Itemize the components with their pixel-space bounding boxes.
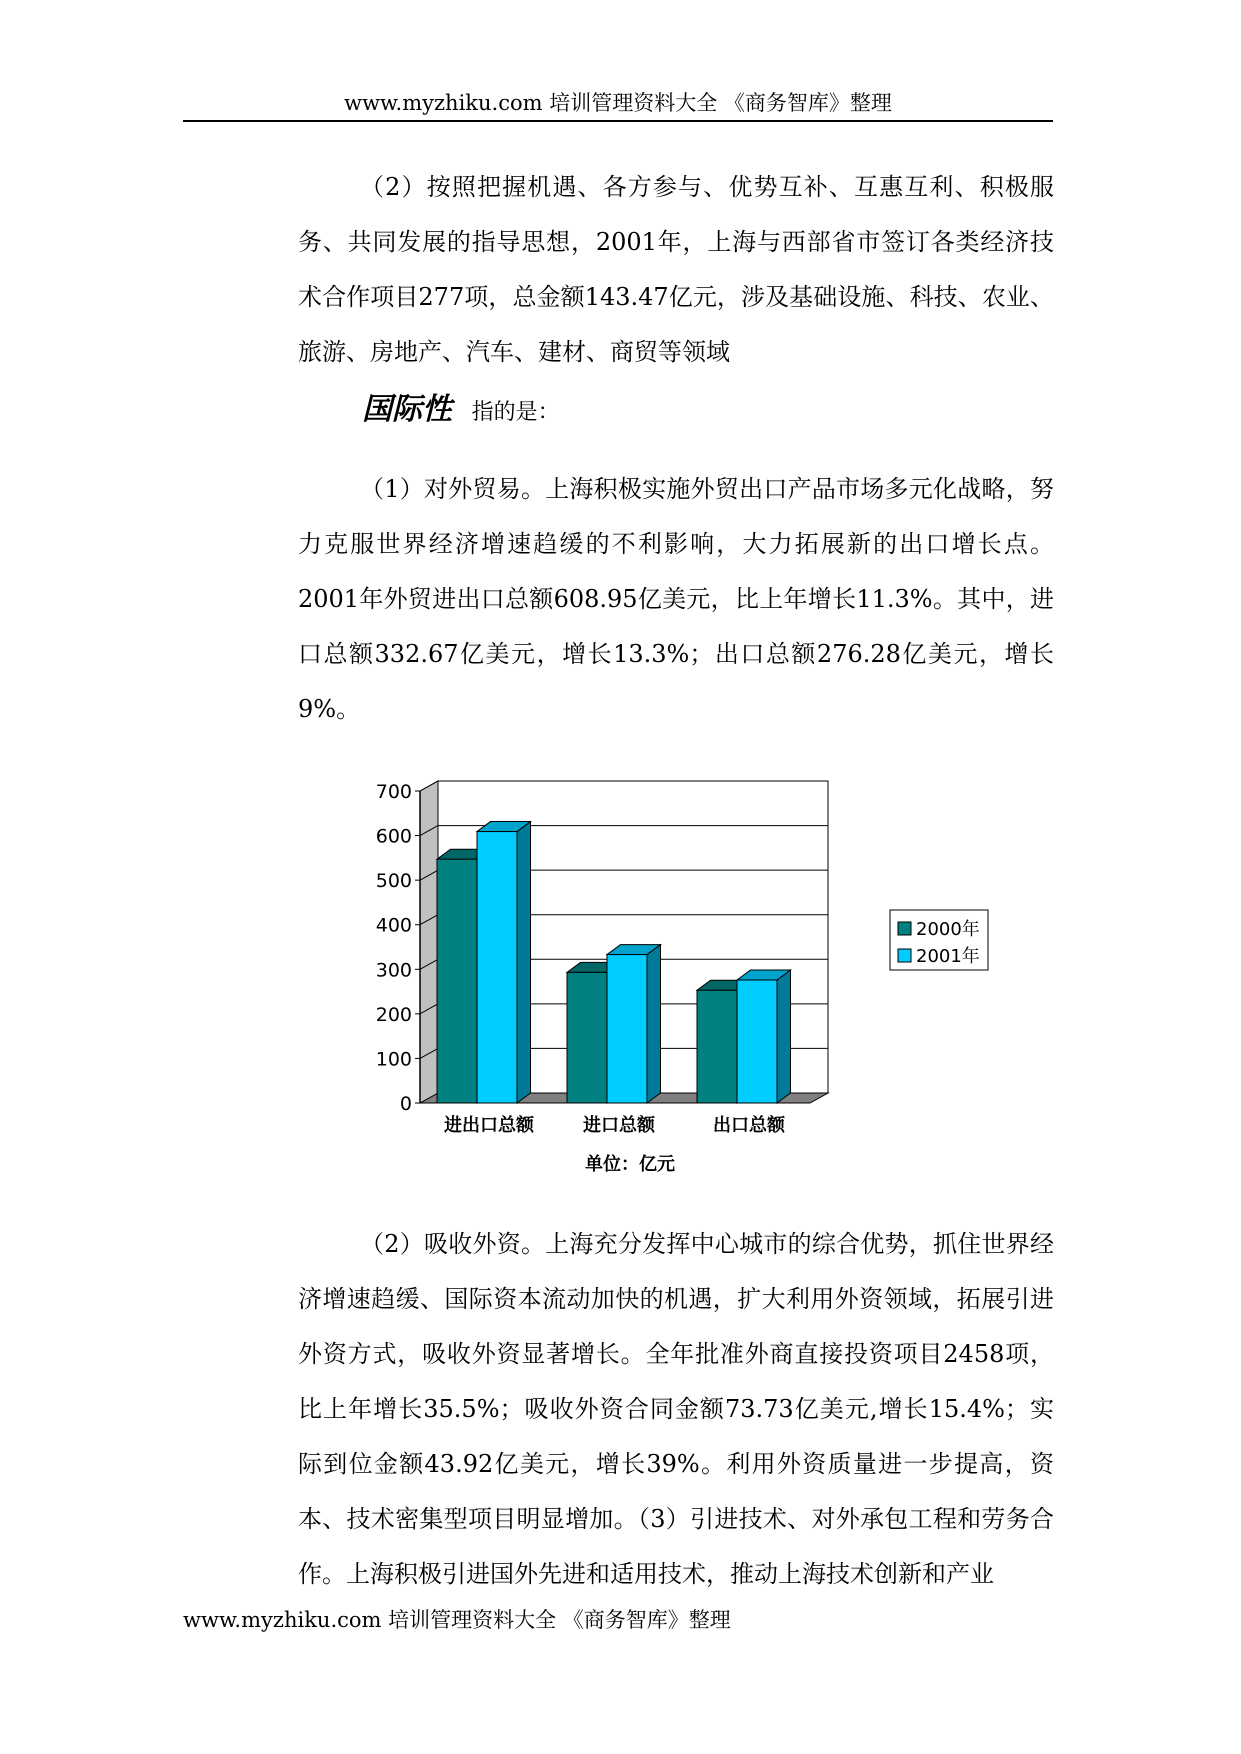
bar (737, 980, 777, 1103)
y-tick-label: 300 (375, 959, 412, 982)
page-footer: www.myzhiku.com 培训管理资料大全 《商务智库》整理 (183, 1608, 731, 1632)
bar (567, 972, 607, 1103)
legend-label: 2001年 (916, 946, 980, 967)
section-heading-title: 国际性 (362, 392, 452, 427)
trade-bar-chart (360, 760, 1020, 1140)
legend-label: 2000年 (916, 919, 980, 940)
paragraph-foreign-trade: （1）对外贸易。上海积极实施外贸出口产品市场多元化战略，努力克服世界经济增速趋缓的不利影响，大力拓展新的出口增长点。2001年外贸进出口总额608.95亿美元，比上年增长11.3%。其中，进口总额332.67亿美元，增长13.3%；出口总额276.28亿美元，增长9%。 (298, 475, 1054, 723)
x-tick-label: 出口总额 (713, 1115, 785, 1136)
y-tick-label: 100 (375, 1048, 412, 1071)
page-header: www.myzhiku.com 培训管理资料大全 《商务智库》整理 (344, 91, 892, 115)
y-tick-label: 200 (375, 1003, 412, 1026)
y-tick-label: 600 (375, 825, 412, 848)
bar-side (777, 970, 791, 1103)
chart-unit-note: 单位：亿元 (585, 1154, 675, 1175)
y-tick-label: 500 (375, 870, 412, 893)
x-tick-label: 进口总额 (583, 1115, 655, 1136)
y-tick-label: 400 (375, 914, 412, 937)
bar (437, 859, 477, 1103)
chart-side-wall (420, 781, 438, 1103)
bar-side (647, 945, 661, 1103)
section-heading-subtitle: 指的是： (471, 400, 560, 425)
paragraph-foreign-investment: （2）吸收外资。上海充分发挥中心城市的综合优势，抓住世界经济增速趋缓、国际资本流动加快的机遇，扩大利用外资领域，拓展引进外资方式，吸收外资显著增长。全年批准外商直接投资项目2458项，比上年增长35.5%；吸收外资合同金额73.73亿美元,增长15.4%；实际到位金额43.92亿美元，增长39%。利用外资质量进一步提高，资本、技术密集型项目明显增加。（3）引进技术、对外承包工程和劳务合作。上海积极引进国外先进和适用技术，推动上海技术创新和产业 (298, 1230, 1054, 1588)
bar (697, 990, 737, 1103)
y-tick-label: 700 (375, 781, 412, 803)
bar (477, 832, 517, 1103)
bar (607, 955, 647, 1103)
legend-swatch (898, 922, 911, 935)
y-tick-label: 0 (399, 1093, 412, 1115)
x-tick-label: 进出口总额 (444, 1115, 534, 1136)
bar-side (517, 822, 531, 1103)
paragraph-western-cooperation: （2）按照把握机遇、各方参与、优势互补、互惠互利、积极服务、共同发展的指导思想，2001年，上海与西部省市签订各类经济技术合作项目277项，总金额143.47亿元，涉及基础设施、科技、农业、旅游、房地产、汽车、建材、商贸等领域 (298, 173, 1054, 366)
legend-swatch (898, 949, 911, 962)
header-divider (183, 120, 1053, 122)
section-heading (362, 392, 560, 431)
